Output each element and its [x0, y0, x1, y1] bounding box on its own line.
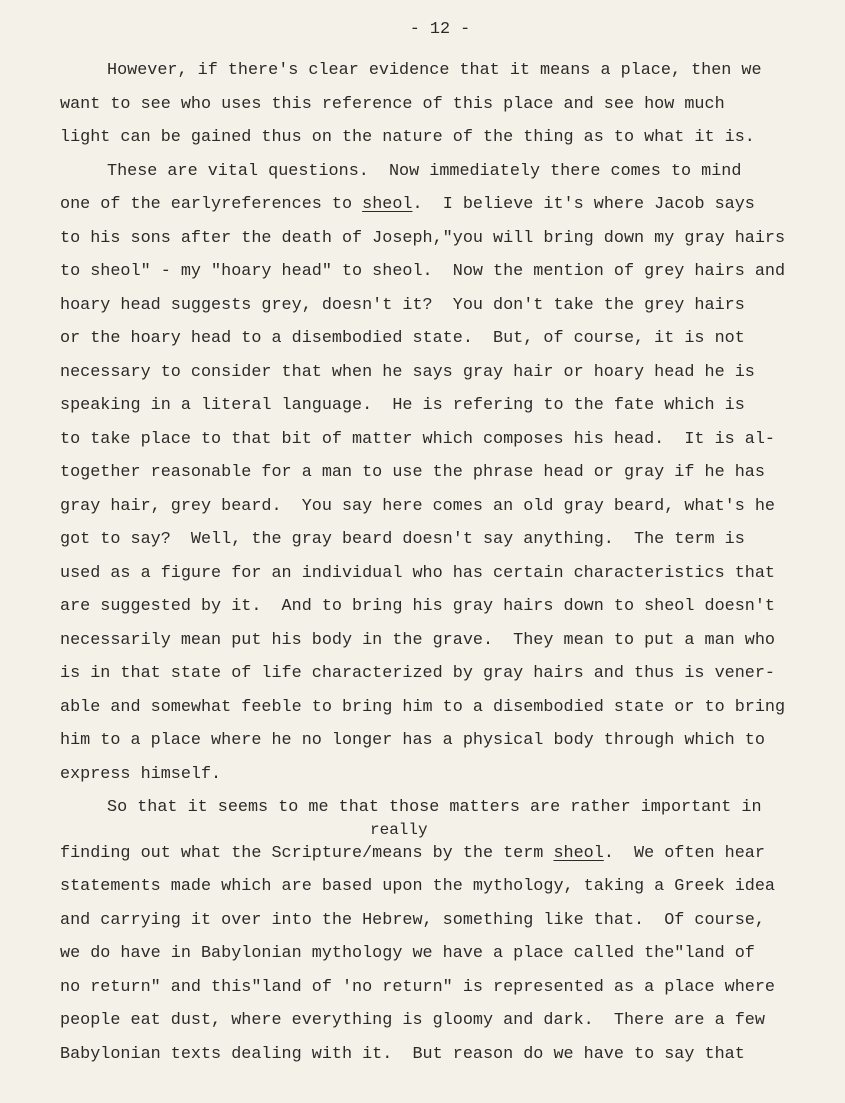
text-segment: or the hoary head to a disembodied state. But, of course, it is not	[60, 329, 745, 348]
text-segment: to take place to that bit of matter which composes his head. It is al-	[60, 429, 775, 449]
text-line	[60, 590, 785, 624]
text-line	[60, 820, 785, 871]
text-segment: is in that state of life characterized by gray hairs and thus is vener-	[60, 664, 775, 683]
text-segment: and carrying it over into the Hebrew, something like that. Of course,	[60, 910, 765, 930]
text-segment: together reasonable for a man to use the phrase head or gray if he has	[60, 463, 765, 482]
text-line	[60, 691, 785, 725]
text-line	[60, 121, 785, 155]
text-segment: him to a place where he no longer has a physical body through which to	[60, 731, 765, 750]
text-segment: speaking in a literal language. He is refering to the fate which is	[60, 396, 745, 415]
underlined-term: sheol	[362, 195, 413, 214]
text-segment: necessarily mean put his body in the grave. They mean to put a man who	[60, 630, 775, 650]
text-line	[60, 222, 785, 256]
text-segment: These are vital questions. Now immediately there comes to mind	[107, 161, 742, 181]
text-line	[60, 1038, 785, 1072]
text-line	[60, 54, 785, 88]
text-line	[60, 389, 785, 423]
text-segment: light can be gained thus on the nature of the thing as to what it is.	[60, 128, 755, 147]
text-segment: express himself.	[60, 764, 222, 784]
text-line	[60, 88, 785, 122]
text-segment: necessary to consider that when he says gray hair or hoary head he is	[60, 362, 755, 382]
text-segment: we do have in Babylonian mythology we have a place called the"land of	[60, 944, 755, 963]
text-segment: used as a figure for an individual who has certain characteristics that	[60, 563, 775, 583]
text-line	[60, 1004, 785, 1038]
text-line	[60, 870, 785, 904]
text-line	[60, 322, 785, 356]
text-segment: . We often hear	[603, 843, 765, 863]
text-segment: gray hair, grey beard. You say here comes an old gray beard, what's he	[60, 496, 775, 516]
text-line	[60, 490, 785, 524]
text-line	[60, 289, 785, 323]
text-line	[60, 523, 785, 557]
handwritten-insertion: really	[370, 820, 428, 839]
text-segment: . I believe it's where Jacob says	[412, 195, 755, 214]
text-line	[60, 624, 785, 658]
text-line	[60, 724, 785, 758]
text-line	[60, 791, 785, 825]
text-segment: are suggested by it. And to bring his gray hairs down to sheol doesn't	[60, 597, 775, 616]
text-segment: statements made which are based upon the mythology, taking a Greek idea	[60, 877, 775, 896]
text-line	[60, 188, 785, 222]
text-segment: people eat dust, where everything is gloomy and dark. There are a few	[60, 1011, 765, 1030]
text-line	[60, 557, 785, 591]
text-segment: So that it seems to me that those matters are rather important in	[107, 798, 762, 817]
text-segment: hoary head suggests grey, doesn't it? You don't take the grey hairs	[60, 295, 745, 315]
text-line	[60, 456, 785, 490]
text-segment: Babylonian texts dealing with it. But reason do we have to say that	[60, 1044, 745, 1064]
text-segment: no return" and this"land of 'no return" is represented as a place where	[60, 977, 775, 997]
text-line	[60, 904, 785, 938]
text-line	[60, 356, 785, 390]
text-line	[60, 255, 785, 289]
text-line	[60, 971, 785, 1005]
text-segment: finding out what the Scripture/means by the term	[60, 843, 554, 863]
text-segment: to sheol" - my "hoary head" to sheol. Now the mention of grey hairs and	[60, 262, 786, 281]
text-segment: able and somewhat feeble to bring him to a disembodied state or to bring	[60, 697, 786, 717]
page-number: - 12 -	[409, 20, 471, 39]
underlined-term: sheol	[553, 843, 604, 863]
text-line	[60, 155, 785, 189]
text-segment: got to say? Well, the gray beard doesn't say anything. The term is	[60, 530, 745, 549]
document-body	[60, 54, 785, 1071]
text-line	[60, 937, 785, 971]
text-segment: one of the earlyreferences to	[60, 195, 363, 214]
text-line	[60, 657, 785, 691]
text-segment: to his sons after the death of Joseph,"you will bring down my gray hairs	[60, 228, 786, 248]
text-line	[60, 758, 785, 792]
text-segment: want to see who uses this reference of this place and see how much	[60, 94, 725, 114]
text-line	[60, 423, 785, 457]
text-segment: However, if there's clear evidence that it means a place, then we	[107, 61, 762, 80]
